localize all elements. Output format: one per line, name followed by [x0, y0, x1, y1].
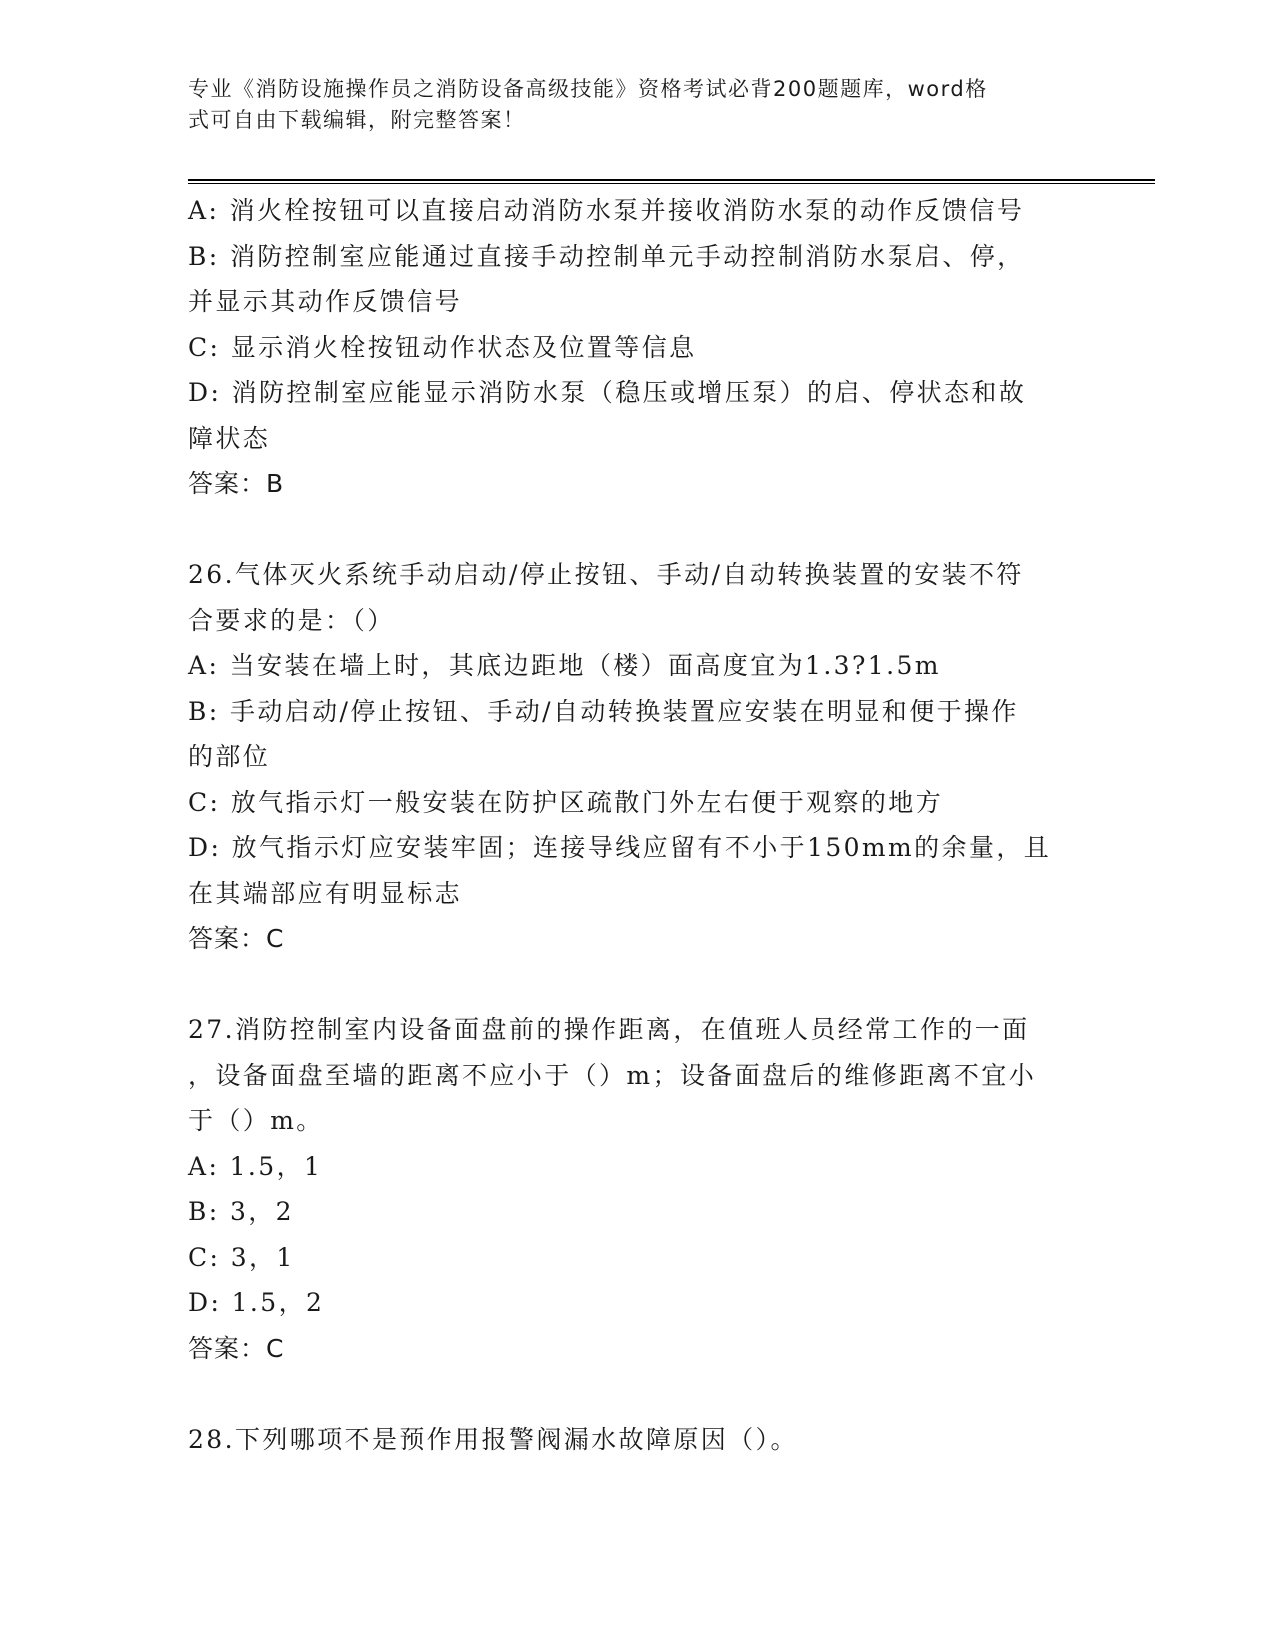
q27-option-d: D: 1.5，2 [188, 1288, 325, 1317]
q25-answer: 答案：B [188, 469, 285, 498]
question-content [188, 188, 1088, 1462]
q25-option-c: C: 显示消火栓按钮动作状态及位置等信息 [188, 332, 697, 362]
q25-option-d-line-1: D: 消防控制室应能显示消防水泵（稳压或增压泵）的启、停状态和故 [188, 378, 1027, 407]
document-header [188, 74, 1068, 136]
q25-option-a: A: 消火栓按钮可以直接启动消防水泵并接收消防水泵的动作反馈信号 [188, 196, 1025, 225]
q26-option-b-line-2: 的部位 [188, 742, 271, 771]
question-27-block [188, 1007, 1088, 1371]
header-line-1: 专业《消防设施操作员之消防设备高级技能》资格考试必背200题题库，word格 [188, 77, 988, 101]
q26-option-d-line-2: 在其端部应有明显标志 [188, 878, 463, 908]
q26-option-a: A: 当安装在墙上时，其底边距地（楼）面高度宜为1.3?1.5m [188, 651, 941, 680]
q27-option-c: C: 3，1 [188, 1242, 295, 1272]
q27-stem-line-1: 27.消防控制室内设备面盘前的操作距离，在值班人员经常工作的一面 [188, 1015, 1030, 1044]
question-25-block [188, 188, 1088, 507]
q25-option-d-line-2: 障状态 [188, 423, 271, 453]
q27-option-b: B: 3，2 [188, 1197, 294, 1226]
q27-stem-line-3: 于（）m。 [188, 1106, 324, 1135]
q26-option-d-line-1: D: 放气指示灯应安装牢固；连接导线应留有不小于150mm的余量，且 [188, 833, 1052, 862]
header-rule-thin [188, 183, 1155, 184]
q26-option-b-line-1: B: 手动启动/停止按钮、手动/自动转换装置应安装在明显和便于操作 [188, 696, 1019, 726]
q26-option-c: C: 放气指示灯一般安装在防护区疏散门外左右便于观察的地方 [188, 787, 944, 817]
spacer [188, 507, 1088, 553]
q27-option-a: A: 1.5，1 [188, 1151, 323, 1181]
header-line-2: 式可自由下载编辑，附完整答案！ [188, 108, 526, 132]
q27-answer: 答案：C [188, 1333, 285, 1363]
spacer [188, 1371, 1088, 1417]
q25-option-b-line-2: 并显示其动作反馈信号 [188, 287, 463, 316]
header-rule-thick [188, 179, 1155, 181]
q28-stem-line-1: 28.下列哪项不是预作用报警阀漏水故障原因（）。 [188, 1424, 798, 1454]
question-28-block [188, 1417, 1088, 1463]
spacer [188, 962, 1088, 1008]
q26-stem-line-2: 合要求的是：（） [188, 605, 395, 635]
q26-answer: 答案：C [188, 924, 285, 953]
q25-option-b-line-1: B: 消防控制室应能通过直接手动控制单元手动控制消防水泵启、停， [188, 241, 1025, 271]
q26-stem-line-1: 26.气体灭火系统手动启动/停止按钮、手动/自动转换装置的安装不符 [188, 560, 1024, 589]
q27-stem-line-2: ，设备面盘至墙的距离不应小于（）m；设备面盘后的维修距离不宜小 [188, 1060, 1037, 1090]
question-26-block [188, 552, 1088, 962]
